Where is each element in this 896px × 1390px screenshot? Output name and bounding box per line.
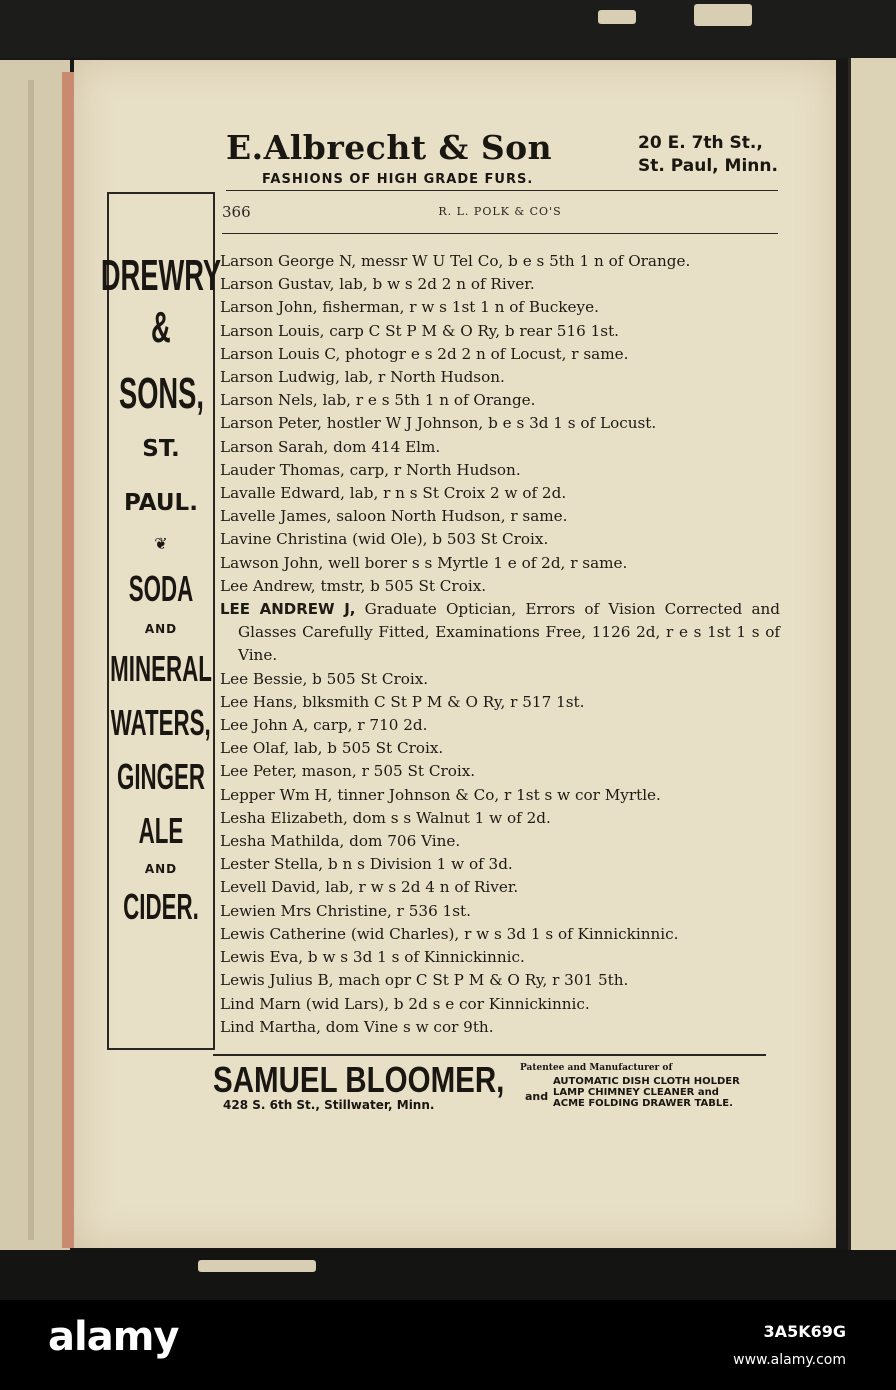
right-page-edge xyxy=(848,58,896,1258)
banner-divider xyxy=(226,190,778,191)
product-item: ACME FOLDING DRAWER TABLE. xyxy=(553,1098,733,1109)
page-header xyxy=(222,203,778,223)
advertiser-tagline: FASHIONS OF HIGH GRADE FURS. xyxy=(262,172,534,187)
featured-entry-name: LEE ANDREW J, xyxy=(220,600,356,619)
ornament-icon: ❦ xyxy=(154,534,168,553)
paper-chip xyxy=(694,4,752,26)
directory-entry: Lavalle Edward, lab, r n s St Croix 2 w of 2d. xyxy=(220,484,567,503)
red-page-edge xyxy=(62,72,74,1248)
header-divider xyxy=(222,233,778,234)
directory-entry: Larson John, fisherman, r w s 1st 1 n of Buckeye. xyxy=(220,298,599,317)
directory-entry: Larson Ludwig, lab, r North Hudson. xyxy=(220,368,505,387)
directory-entry: Lee Peter, mason, r 505 St Croix. xyxy=(220,762,476,781)
directory-entry: Lee Hans, blksmith C St P M & O Ry, r 517 1st. xyxy=(220,692,585,711)
directory-entry: Lester Stella, b n s Division 1 w of 3d. xyxy=(220,855,513,874)
product-list xyxy=(553,1076,740,1109)
advertiser-name: SAMUEL BLOOMER, xyxy=(213,1059,505,1100)
book-cover-top xyxy=(0,0,896,58)
albrecht-advertisement xyxy=(226,128,786,190)
directory-entry: Larson Peter, hostler W J Johnson, b e s 3d 1 s of Locust. xyxy=(220,414,657,433)
directory-entry: Lind Marn (wid Lars), b 2d s e cor Kinnickinnic. xyxy=(220,994,590,1013)
running-head: R. L. POLK & CO'S xyxy=(438,205,562,218)
sidebar-line: ALE xyxy=(138,810,184,851)
advertiser-address: 428 S. 6th St., Stillwater, Minn. xyxy=(223,1098,435,1112)
featured-directory-entry xyxy=(220,598,780,668)
sidebar-line: SODA xyxy=(128,568,194,609)
and-label: and xyxy=(525,1090,549,1103)
address-line-2: St. Paul, Minn. xyxy=(638,156,778,176)
paper-chip xyxy=(598,10,636,24)
directory-entry: Lauder Thomas, carp, r North Hudson. xyxy=(220,460,521,479)
directory-entry: Lavine Christina (wid Ole), b 503 St Croix. xyxy=(220,530,549,549)
drewry-sidebar-advertisement xyxy=(100,192,222,1050)
directory-entry: Lewis Eva, b w s 3d 1 s of Kinnickinnic. xyxy=(220,948,525,967)
patentee-line: Patentee and Manufacturer of xyxy=(520,1063,673,1073)
directory-entry: Larson Louis C, photogr e s 2d 2 n of Locust, r same. xyxy=(220,344,629,363)
directory-entry: Lee Andrew, tmstr, b 505 St Croix. xyxy=(220,576,487,595)
sidebar-line: AND xyxy=(144,862,178,876)
directory-entry: Larson George N, messr W U Tel Co, b e s 5th 1 n of Orange. xyxy=(220,252,691,270)
sidebar-line: DREWRY xyxy=(100,251,222,300)
stock-credit-bar xyxy=(0,1300,896,1390)
sidebar-line: WATERS, xyxy=(110,702,212,743)
product-item: LAMP CHIMNEY CLEANER and xyxy=(553,1087,719,1098)
left-page-edge xyxy=(0,60,70,1250)
sidebar-line: PAUL. xyxy=(124,490,198,516)
directory-entry: Lewis Catherine (wid Charles), r w s 3d 1 s of Kinnickinnic. xyxy=(220,924,679,943)
page-stack-line xyxy=(28,80,34,1240)
directory-entry: Lavelle James, saloon North Hudson, r same. xyxy=(220,507,568,526)
sidebar-line: CIDER. xyxy=(123,886,199,927)
alamy-logo: alamy xyxy=(48,1314,179,1360)
advertiser-brand: E.Albrecht & Son xyxy=(226,128,553,167)
directory-entry: Lewis Julius B, mach opr C St P M & O Ry, r 301 5th. xyxy=(220,971,629,990)
directory-entry: Lewien Mrs Christine, r 536 1st. xyxy=(220,901,471,920)
directory-entry: Lee Olaf, lab, b 505 St Croix. xyxy=(220,739,444,758)
sidebar-line: GINGER xyxy=(116,756,206,797)
page-number: 366 xyxy=(222,203,251,221)
directory-entry: Levell David, lab, r w s 2d 4 n of River. xyxy=(220,878,519,897)
book-cover-bottom xyxy=(0,1250,896,1300)
directory-entry: Lesha Mathilda, dom 706 Vine. xyxy=(220,832,461,851)
directory-entries xyxy=(220,250,780,1039)
directory-entry: Larson Nels, lab, r e s 5th 1 n of Orange. xyxy=(220,391,536,410)
sidebar-line: AND xyxy=(144,622,178,636)
product-item: AUTOMATIC DISH CLOTH HOLDER xyxy=(553,1076,740,1087)
footer-divider xyxy=(213,1054,766,1056)
directory-entry: Lesha Elizabeth, dom s s Walnut 1 w of 2d. xyxy=(220,808,551,827)
directory-entry: Larson Gustav, lab, b w s 2d 2 n of River. xyxy=(220,275,535,294)
directory-entry: Lee Bessie, b 505 St Croix. xyxy=(220,669,429,688)
sidebar-line: MINERAL xyxy=(110,648,212,689)
featured-entry-text: Graduate Optician, Errors of Vision Corrected and Glasses Carefully Fitted, Examinations Free, 1126 2d, r e s 1st 1 s of Vine. xyxy=(238,600,781,665)
directory-entry: Larson Louis, carp C St P M & O Ry, b rear 516 1st. xyxy=(220,321,619,340)
address-line-1: 20 E. 7th St., xyxy=(638,133,763,153)
bloomer-advertisement xyxy=(213,1060,773,1120)
advertiser-address xyxy=(638,132,778,178)
directory-entry: Lepper Wm H, tinner Johnson & Co, r 1st s w cor Myrtle. xyxy=(220,785,661,804)
credit-url: www.alamy.com xyxy=(733,1352,846,1368)
directory-entry: Lee John A, carp, r 710 2d. xyxy=(220,716,428,735)
directory-entry: Larson Sarah, dom 414 Elm. xyxy=(220,437,441,456)
sidebar-line: ST. xyxy=(142,436,180,462)
paper-chip xyxy=(198,1260,316,1272)
directory-entry: Lind Martha, dom Vine s w cor 9th. xyxy=(220,1017,494,1036)
sidebar-line: SONS, xyxy=(118,369,204,418)
directory-entry: Lawson John, well borer s s Myrtle 1 e of 2d, r same. xyxy=(220,553,628,572)
sidebar-line: & xyxy=(151,303,171,352)
image-id: 3A5K69G xyxy=(763,1322,846,1341)
